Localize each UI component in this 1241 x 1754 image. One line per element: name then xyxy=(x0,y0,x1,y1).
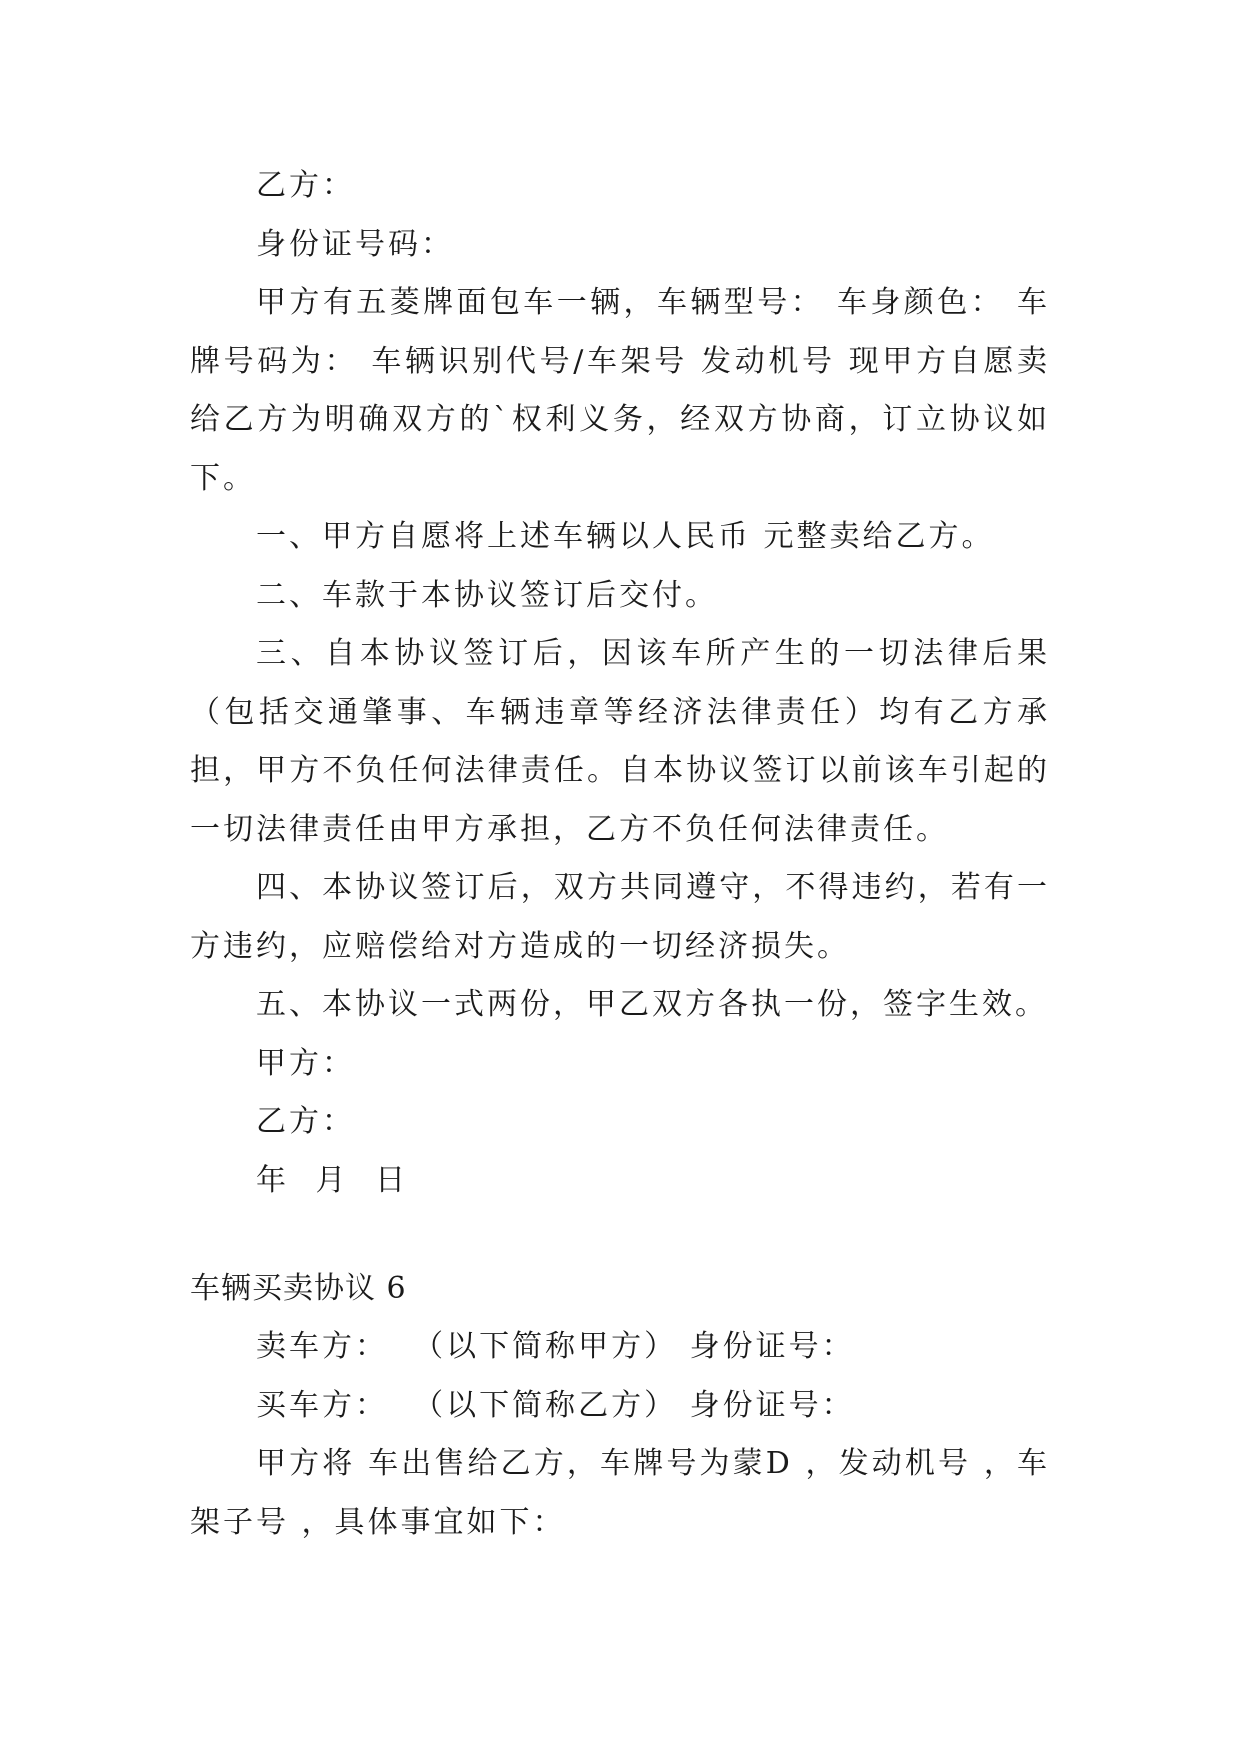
id-number-line: 身份证号码： xyxy=(256,226,454,262)
buyer-line: 买车方： （以下简称乙方） 身份证号： xyxy=(256,1387,855,1423)
sale-intro-paragraph: 甲方将 车出售给乙方，车牌号为蒙D ，发动机号 ，车架子号 ，具体事宜如下： xyxy=(190,1446,1050,1540)
signature-party-a: 甲方： xyxy=(256,1045,355,1081)
clause-5: 五、本协议一式两份，甲乙双方各执一份，签字生效。 xyxy=(256,987,1048,1022)
party-b-line: 乙方： xyxy=(256,168,355,203)
vehicle-intro-paragraph: 甲方有五菱牌面包车一辆，车辆型号： 车身颜色： 车牌号码为： 车辆识别代号/车架号 发动机号 现甲方自愿卖给乙方为明确双方的`权利义务，经双方协商，订立协议如下。 xyxy=(190,285,1050,496)
signature-date: 年 月 日 xyxy=(256,1162,409,1198)
agreement-part-1 xyxy=(190,157,1050,1210)
signature-party-b: 乙方： xyxy=(256,1104,355,1139)
section-title: 车辆买卖协议 6 xyxy=(190,1271,407,1306)
seller-line: 卖车方： （以下简称甲方） 身份证号： xyxy=(256,1329,855,1364)
clause-4: 四、本协议签订后，双方共同遵守，不得违约，若有一方违约，应赔偿给对方造成的一切经济损失。 xyxy=(190,870,1050,964)
clause-1: 一、甲方自愿将上述车辆以人民币 元整卖给乙方。 xyxy=(256,519,995,554)
agreement-part-2 xyxy=(190,1318,1050,1552)
clause-2: 二、车款于本协议签订后交付。 xyxy=(256,577,718,613)
clause-3: 三、自本协议签订后，因该车所产生的一切法律后果（包括交通肇事、车辆违章等经济法律责任）均有乙方承担，甲方不负任何法律责任。自本协议签订以前该车引起的一切法律责任由甲方承担，乙方不负任何法律责任。 xyxy=(190,636,1050,847)
